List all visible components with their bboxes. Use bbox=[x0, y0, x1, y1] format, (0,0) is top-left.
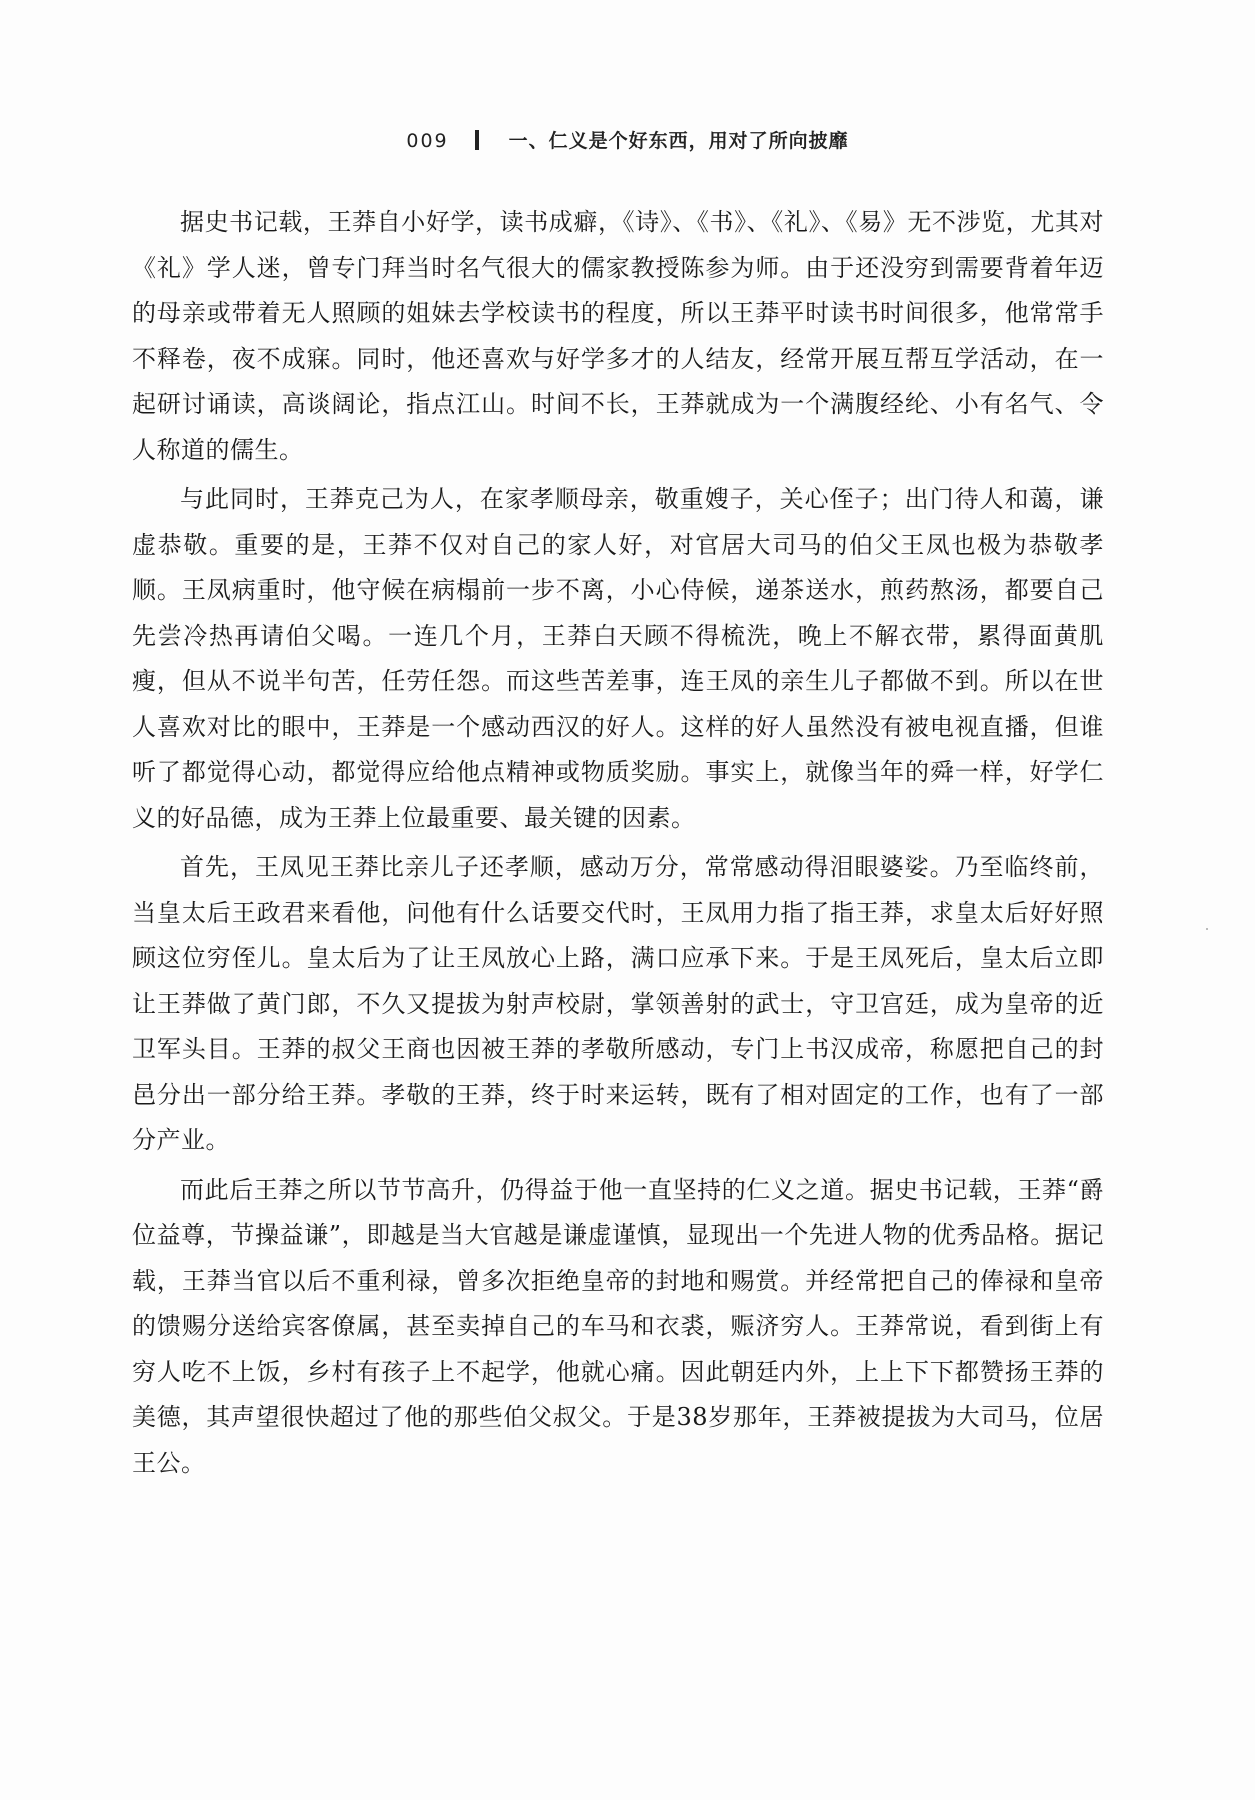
paragraph-1: 据史书记载，王莽自小好学，读书成癖，《诗》、《书》、《礼》、《易》无不涉览，尤其对《礼》学人迷，曾专门拜当时名气很大的儒家教授陈参为师。由于还没穷到需要背着年迈的母亲或带着无人照顾的姐妹去学校读书的程度，所以王莽平时读书时间很多，他常常手不释卷，夜不成寐。同时，他还喜欢与好学多才的人结友，经常开展互帮互学活动，在一起研讨诵读，高谈阔论，指点江山。时间不长，王莽就成为一个满腹经纶、小有名气、令人称道的儒生。 bbox=[132, 208, 1104, 464]
paragraph-2: 与此同时，王莽克己为人，在家孝顺母亲，敬重嫂子，关心侄子；出门待人和蔼，谦虚恭敬。重要的是，王莽不仅对自己的家人好，对官居大司马的伯父王凤也极为恭敬孝顺。王凤病重时，他守候在病榻前一步不离，小心侍候，递茶送水，煎药熬汤，都要自己先尝冷热再请伯父喝。一连几个月，王莽白天顾不得梳洗，晚上不解衣带，累得面黄肌瘦，但从不说半句苦，任劳任怨。而这些苦差事，连王凤的亲生儿子都做不到。所以在世人喜欢对比的眼中，王莽是一个感动西汉的好人。这样的好人虽然没有被电视直播，但谁听了都觉得心动，都觉得应给他点精神或物质奖励。事实上，就像当年的舜一样，好学仁义的好品德，成为王莽上位最重要、最关键的因素。 bbox=[132, 485, 1104, 832]
paragraph-4: 而此后王莽之所以节节高升，仍得益于他一直坚持的仁义之道。据史书记载，王莽“爵位益尊，节操益谦”，即越是当大官越是谦虚谨慎，显现出一个先进人物的优秀品格。据记载，王莽当官以后不重利禄，曾多次拒绝皇帝的封地和赐赏。并经常把自己的俸禄和皇帝的馈赐分送给宾客僚属，甚至卖掉自己的车马和衣裘，赈济穷人。王莽常说，看到街上有穷人吃不上饭，乡村有孩子上不起学，他就心痛。因此朝廷内外，上上下下都赞扬王莽的美德，其声望很快超过了他的那些伯父叔父。于是38岁那年，王莽被提拔为大司马，位居王公。 bbox=[132, 1175, 1104, 1477]
page-number: 009 bbox=[406, 130, 449, 152]
header-separator bbox=[475, 130, 479, 150]
paragraph-3: 首先，王凤见王莽比亲儿子还孝顺，感动万分，常常感动得泪眼婆娑。乃至临终前，当皇太后王政君来看他，问他有什么话要交代时，王凤用力指了指王莽，求皇太后好好照顾这位穷侄儿。皇太后为了让王凤放心上路，满口应承下来。于是王凤死后，皇太后立即让王莽做了黄门郎，不久又提拔为射声校尉，掌领善射的武士，守卫宫廷，成为皇帝的近卫军头目。王莽的叔父王商也因被王莽的孝敬所感动，专门上书汉成帝，称愿把自己的封邑分出一部分给王莽。孝敬的王莽，终于时来运转，既有了相对固定的工作，也有了一部分产业。 bbox=[132, 853, 1104, 1154]
chapter-title: 一、仁义是个好东西，用对了所向披靡 bbox=[508, 130, 849, 152]
body-text bbox=[132, 200, 1104, 1490]
scan-speck bbox=[1206, 928, 1208, 930]
running-header bbox=[0, 126, 1255, 153]
